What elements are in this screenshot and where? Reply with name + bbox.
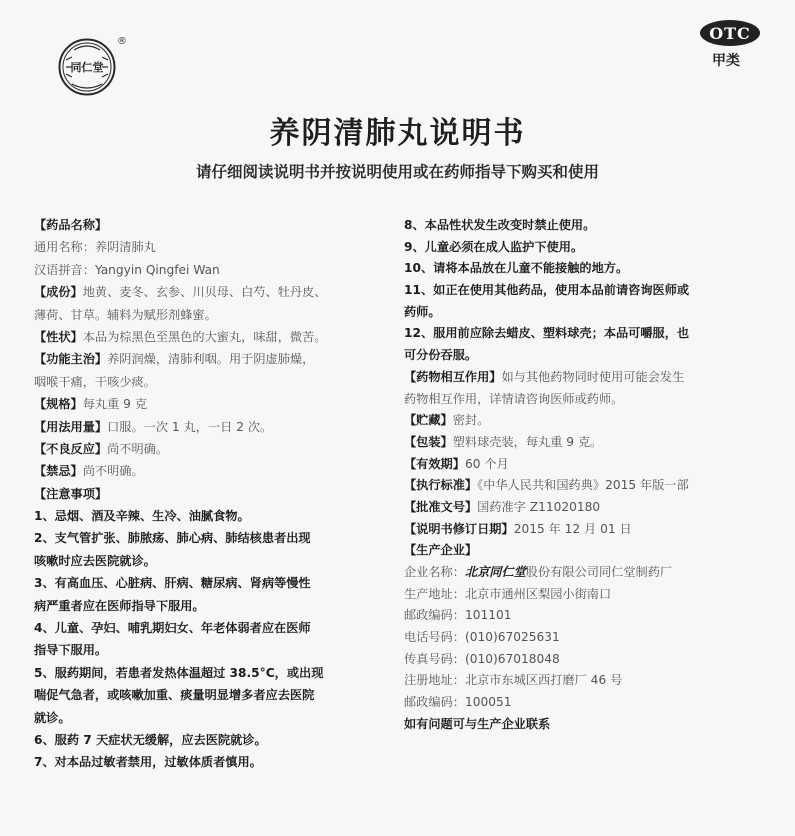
precaution-item: 3、有高血压、心脏病、肝病、糖尿病、肾病等慢性 <box>34 576 311 591</box>
spec-value: 每丸重 9 克 <box>82 397 148 412</box>
precaution-item-cont: 咳嗽时应去医院就诊。 <box>34 553 156 568</box>
character-row <box>34 328 394 346</box>
storage-heading: 【贮藏】 <box>404 413 453 428</box>
generic-name-label: 通用名称： <box>34 240 95 255</box>
manufacturer-row <box>404 541 769 559</box>
precaution-item: 11、如正在使用其他药品，使用本品前请咨询医师或 <box>404 283 690 298</box>
company-row <box>404 563 769 581</box>
reg-address-row <box>404 671 769 689</box>
tongrentang-seal-logo <box>58 38 116 96</box>
fax-label: 传真号码： <box>404 651 465 666</box>
document-subtitle: 请仔细阅读说明书并按说明使用或在药师指导下购买和使用 <box>195 163 599 181</box>
precautions-heading: 【注意事项】 <box>34 486 108 501</box>
ingredients-heading: 【成份】 <box>34 285 83 300</box>
dosage-value: 口服。一次 1 丸，一日 2 次。 <box>107 419 273 434</box>
indications-line: 养阴润燥，清肺利咽。用于阴虚肺燥， <box>107 352 315 367</box>
ingredients-line: 薄荷、甘草。辅料为赋形剂蜂蜜。 <box>34 307 217 322</box>
generic-name-value: 养阴清肺丸 <box>94 240 156 255</box>
storage-row <box>404 411 769 429</box>
address-row <box>404 585 769 603</box>
precaution-item: 4、儿童、孕妇、哺乳期妇女、年老体弱者应在医师 <box>34 621 311 636</box>
interaction-row <box>404 368 769 386</box>
precaution-item-cont: 药师。 <box>404 304 441 319</box>
precaution-item: 5、服药期间，若患者发热体温超过 38.5°C，或出现 <box>34 665 324 680</box>
ingredients-line: 地黄、麦冬、玄参、川贝母、白芍、牡丹皮、 <box>82 285 327 300</box>
reg-postcode-row <box>404 693 769 711</box>
precaution-item-cont: 病严重者应在医师指导下服用。 <box>34 598 205 613</box>
reg-address-label: 注册地址： <box>404 673 465 688</box>
pinyin-row <box>34 261 394 279</box>
precautions-row <box>34 485 394 503</box>
storage-value: 密封。 <box>452 413 490 428</box>
registered-mark: ® <box>117 36 127 47</box>
package-heading: 【包装】 <box>404 434 453 449</box>
generic-name-row <box>34 238 394 256</box>
reg-address-value: 北京市东城区西打磨厂 46 号 <box>464 673 623 688</box>
adverse-row <box>34 440 394 458</box>
precaution-item-cont: 指导下服用。 <box>34 643 108 658</box>
fax-row <box>404 650 769 668</box>
validity-row <box>404 455 769 473</box>
section-drug-name <box>34 216 394 234</box>
package-row <box>404 433 769 451</box>
dosage-row <box>34 418 394 436</box>
address-label: 生产地址： <box>404 586 465 601</box>
interaction-heading: 【药物相互作用】 <box>404 369 502 384</box>
indications-heading: 【功能主治】 <box>34 352 108 367</box>
phone-label: 电话号码： <box>404 630 465 645</box>
precaution-item-cont: 喘促气急者，或咳嗽加重、痰量明显增多者应去医院 <box>34 688 315 703</box>
otc-badge: OTC <box>700 20 760 46</box>
precaution-item: 9、儿童必须在成人监护下使用。 <box>404 239 584 254</box>
precaution-item: 1、忌烟、酒及辛辣、生冷、油腻食物。 <box>34 509 250 524</box>
standard-heading: 【执行标准】 <box>404 478 478 493</box>
approval-heading: 【批准文号】 <box>404 499 478 514</box>
contra-heading: 【禁忌】 <box>34 464 83 479</box>
postcode-row <box>404 606 769 624</box>
dosage-heading: 【用法用量】 <box>34 419 108 434</box>
document-title: 养阴清肺丸说明书 <box>269 116 526 151</box>
pinyin-value: Yangyin Qingfei Wan <box>94 262 220 277</box>
company-label: 企业名称： <box>404 565 465 579</box>
pinyin-label: 汉语拼音： <box>34 262 95 277</box>
precaution-item: 12、服用前应除去蜡皮、塑料球壳；本品可嚼服，也 <box>404 326 690 341</box>
package-value: 塑料球壳装，每丸重 9 克。 <box>452 434 603 449</box>
precaution-item: 6、服药 7 天症状无缓解，应去医院就诊。 <box>34 732 267 747</box>
contra-row <box>34 462 394 480</box>
precaution-item: 7、对本品过敏者禁用，过敏体质者慎用。 <box>34 755 262 770</box>
left-column <box>34 216 394 776</box>
revision-row <box>404 520 769 538</box>
phone-value: (010)67025631 <box>464 630 560 645</box>
spec-heading: 【规格】 <box>34 397 83 412</box>
standard-row <box>404 476 769 494</box>
precaution-item-cont: 就诊。 <box>34 710 71 725</box>
fax-value: (010)67018048 <box>464 651 560 666</box>
interaction-line: 如与其他药物同时使用可能会发生 <box>501 369 685 384</box>
adverse-heading: 【不良反应】 <box>34 441 108 456</box>
indications-row <box>34 350 394 368</box>
precaution-item-cont: 可分份吞服。 <box>404 348 478 363</box>
phone-row <box>404 628 769 646</box>
manufacturer-heading: 【生产企业】 <box>404 543 478 558</box>
revision-heading: 【说明书修订日期】 <box>404 521 514 536</box>
postcode-value: 101101 <box>464 608 512 623</box>
approval-value: 国药准字 Z11020180 <box>477 499 601 514</box>
character-heading: 【性状】 <box>34 329 83 344</box>
precaution-item: 8、本品性状发生改变时禁止使用。 <box>404 218 596 232</box>
company-brand: 北京同仁堂 <box>464 565 526 579</box>
contact-note: 如有问题可与生产企业联系 <box>404 716 551 731</box>
reg-postcode-label: 邮政编码： <box>404 695 465 710</box>
drug-name-heading: 【药品名称】 <box>34 218 108 232</box>
indications-line: 咽喉干痛，干咳少痰。 <box>34 374 156 389</box>
spec-row <box>34 395 394 413</box>
character-value: 本品为棕黑色至黑色的大蜜丸，味甜，微苦。 <box>82 329 327 344</box>
revision-value: 2015 年 12 月 01 日 <box>513 521 632 536</box>
company-value: 股份有限公司同仁堂制药厂 <box>525 565 673 579</box>
interaction-line: 药物相互作用，详情请咨询医师或药师。 <box>404 391 624 406</box>
validity-value: 60 个月 <box>464 456 509 471</box>
right-column <box>404 216 769 737</box>
standard-value: 《中华人民共和国药典》2015 年版一部 <box>477 478 689 493</box>
address-value: 北京市通州区梨园小街南口 <box>464 586 612 601</box>
otc-category: 甲类 <box>712 53 740 69</box>
validity-heading: 【有效期】 <box>404 456 465 471</box>
precaution-item: 2、支气管扩张、肺脓疡、肺心病、肺结核患者出现 <box>34 531 311 546</box>
ingredients-row <box>34 283 394 301</box>
contra-value: 尚不明确。 <box>82 464 144 479</box>
reg-postcode-value: 100051 <box>464 695 512 710</box>
precaution-item: 10、请将本品放在儿童不能接触的地方。 <box>404 261 629 276</box>
approval-row <box>404 498 769 516</box>
adverse-value: 尚不明确。 <box>107 441 169 456</box>
postcode-label: 邮政编码： <box>404 608 465 623</box>
logo-text: 同仁堂 <box>70 61 104 74</box>
